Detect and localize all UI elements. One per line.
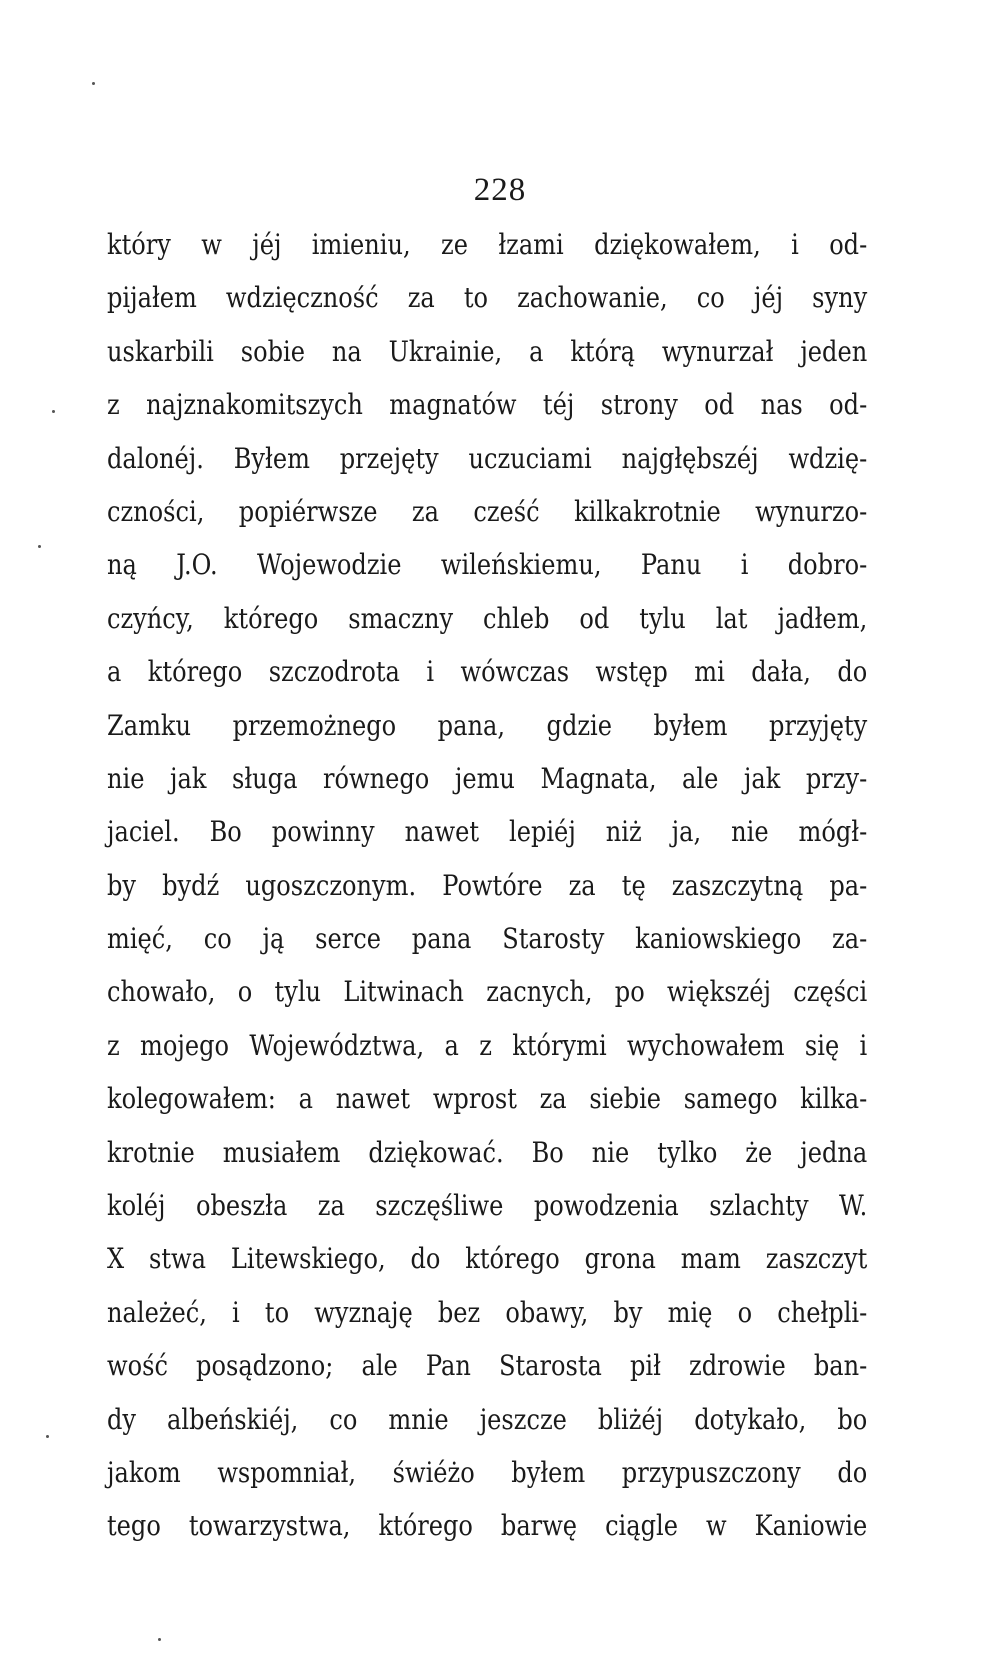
- text-line: X stwa Litewskiego, do którego grona mam zaszczyt: [107, 1242, 868, 1276]
- text-line: nie jak sługa równego jemu Magnata, ale jak przy-: [107, 761, 868, 795]
- text-line: uskarbili sobie na Ukrainie, a którą wynurzał jeden: [107, 334, 868, 368]
- text-line: Zamku przemożnego pana, gdzie byłem przyjęty: [107, 708, 868, 742]
- scan-speck: [38, 545, 41, 548]
- text-line: by bydź ugoszczonym. Powtóre za tę zaszczytną pa-: [107, 868, 868, 902]
- scan-speck: [158, 1638, 161, 1641]
- text-line: dalonéj. Byłem przejęty uczuciami najgłębszéj wdzię-: [107, 441, 868, 475]
- text-line: dy albeńskiéj, co mnie jeszcze bliżéj dotykało, bo: [107, 1402, 868, 1436]
- scan-speck: [52, 410, 55, 413]
- text-line: z najznakomitszych magnatów téj strony od nas od-: [107, 388, 868, 422]
- text-line: jaciel. Bo powinny nawet lepiéj niż ja, nie mógł-: [107, 815, 868, 849]
- text-line: chowało, o tylu Litwinach zacnych, po większéj części: [107, 975, 868, 1009]
- page-number: 228: [473, 172, 527, 208]
- text-line: kolegowałem: a nawet wprost za siebie samego kilka-: [107, 1082, 868, 1116]
- text-line: krotnie musiałem dziękować. Bo nie tylko że jedna: [107, 1135, 868, 1169]
- text-line: tego towarzystwa, którego barwę ciągle w Kaniowie: [107, 1509, 868, 1543]
- scan-speck: [92, 82, 95, 85]
- text-line: czyńcy, którego smaczny chleb od tylu lat jadłem,: [107, 601, 868, 635]
- scan-speck: [46, 1435, 49, 1438]
- text-line: który w jéj imieniu, ze łzami dziękowałem, i od-: [107, 228, 868, 261]
- text-line: pijałem wdzięczność za to zachowanie, co jéj syny: [107, 281, 868, 315]
- text-line: a którego szczodrota i wówczas wstęp mi dała, do: [107, 655, 868, 689]
- text-line: wość posądzono; ale Pan Starosta pił zdrowie ban-: [107, 1349, 868, 1383]
- text-line: mięć, co ją serce pana Starosty kaniowskiego za-: [107, 922, 868, 956]
- body-text: [107, 218, 867, 1553]
- text-line: czności, popiérwsze za cześć kilkakrotnie wynurzo-: [107, 494, 868, 528]
- text-line: jakom wspomniał, świéżo byłem przypuszczony do: [107, 1455, 868, 1489]
- text-line: z mojego Województwa, a z którymi wychowałem się i: [107, 1028, 868, 1062]
- text-line: ną J.O. Wojewodzie wileńskiemu, Panu i dobro-: [107, 548, 868, 582]
- text-line: należeć, i to wyznaję bez obawy, by mię o chełpli-: [107, 1295, 868, 1329]
- text-line: koléj obeszła za szczęśliwe powodzenia szlachty W.: [107, 1189, 868, 1223]
